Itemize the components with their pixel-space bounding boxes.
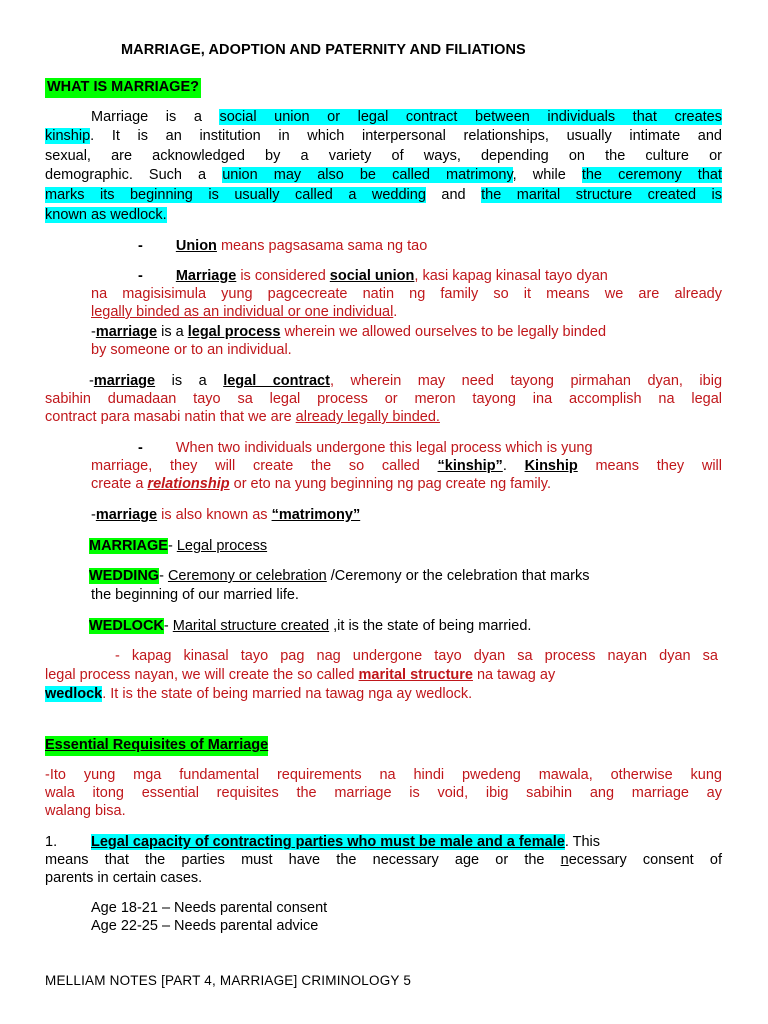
line-2: wala itong essential requisites the marriage is void, ibig sabihin ang marriage ay [45,785,722,801]
line-2: the beginning of our married life. [91,587,299,603]
intro-line-5 [45,186,722,206]
text: , kasi kapag kinasal tayo dyan [414,268,608,284]
text: When two individuals undergone this legal process which is yung [175,440,593,456]
item-number: 1. [45,834,58,850]
text: ecessary consent of [568,852,722,868]
text: is considered [236,268,330,284]
text: is also known as [157,507,272,523]
definition: Ceremony or celebration [167,568,327,584]
line-1 [89,372,722,392]
text: - [159,568,168,584]
line-3 [91,303,397,323]
line-1 [138,267,722,287]
age-advice: Age 22-25 – Needs parental advice [91,918,319,934]
term: marriage [95,324,158,340]
line-3 [91,475,551,495]
line-1 [89,567,589,587]
line-2 [45,666,555,686]
text: is a [157,324,188,340]
highlight: the marital structure created is [481,187,723,203]
highlight: marks its beginning is usually called a wedding [45,187,426,203]
highlight: the ceremony that [581,167,722,183]
dash: - [138,268,143,284]
term: marital structure [358,667,473,683]
text: create a [91,476,148,492]
line-3 [45,408,440,428]
term: legal process [187,324,281,340]
bullet-matrimony [91,506,360,526]
definition-marriage [89,537,267,557]
intro-line-3: sexual, are acknowledged by a variety of ways, depending on the culture or [45,148,722,164]
text: . [502,458,525,474]
page-footer: MELLIAM NOTES [PART 4, MARRIAGE] CRIMINOLOGY 5 [45,973,412,988]
text: /Ceremony or the celebration that marks [326,568,590,584]
text: . [393,304,398,320]
text: legal process nayan, we will create the so called [45,667,359,683]
term: “kinship” [437,458,503,474]
line-3 [45,685,472,705]
line-1 [91,833,722,853]
line-1 [91,323,606,343]
line-2: na magisisimula yung pagcecreate natin ng family so it means we are already [91,286,722,302]
line-2 [45,851,722,871]
heading-essential-requisites: Essential Requisites of Marriage [45,736,268,756]
bullet-union [138,237,427,257]
text: ,it is the state of being married. [329,618,532,634]
dash: - [138,238,143,254]
dash: - [89,373,94,389]
term: Union [175,238,217,254]
term: marriage [95,507,158,523]
term: MARRIAGE [89,538,168,554]
dash: - [91,507,96,523]
text: . It is an institution in which interpersonal relationships, usually intimate and [90,128,722,144]
text: means pagsasama sama ng tao [216,238,428,254]
line-2 [91,457,722,477]
page-title: MARRIAGE, ADOPTION AND PATERNITY AND FILIATIONS [121,42,526,58]
term: Marriage [175,268,237,284]
term: marriage [93,373,156,389]
line-2: by someone or to an individual. [91,342,292,358]
term: social union [329,268,415,284]
heading-what-is-marriage: WHAT IS MARRIAGE? [45,78,201,98]
text: is a [155,373,224,389]
text: , while [512,167,582,183]
text: Marriage is a [91,109,220,125]
text: marriage, they will create the so called [91,458,438,474]
term: WEDDING [89,568,160,584]
text: - [163,618,173,634]
text: means that the parties must have the necessary age or the [45,852,561,868]
text: and [425,187,482,203]
definition: Marital structure created [172,618,330,634]
intro-line-6 [45,206,167,226]
text: . This [564,834,601,850]
term: legal contract [223,373,330,389]
term: WEDLOCK [89,618,164,634]
highlight: social union or legal contract between individuals that creates [219,109,722,125]
text: - [167,538,177,554]
intro-line-4 [45,166,722,186]
definition-wedlock [89,617,531,637]
text: n [560,852,569,868]
line-1 [138,439,722,459]
dash: - [138,440,143,456]
term: wedlock [45,686,103,702]
term: “matrimony” [271,507,361,523]
age-consent: Age 18-21 – Needs parental consent [91,900,328,916]
highlight: known as wedlock. [45,207,167,223]
highlight: kinship [45,128,91,144]
term: relationship [147,476,230,492]
text: kapag kinasal tayo pag nag undergone tayo dyan sa process nayan dyan sa [131,648,718,664]
text: contract para masabi natin that we are [45,409,296,425]
highlight: union may also be called matrimony [222,167,513,183]
term: Kinship [524,458,578,474]
line-3: parents in certain cases. [45,870,203,886]
line-1 [115,647,718,667]
line-2: sabihin dumadaan tayo sa legal process or meron tayong ina accomplish na legal [45,391,722,407]
line-1: -Ito yung mga fundamental requirements na hindi pwedeng mawala, otherwise kung [45,767,722,783]
dash: - [115,648,132,664]
highlight: Legal capacity of contracting parties who must be male and a female [91,834,565,850]
text: , wherein may need tayong pirmahan dyan, ibig [329,373,723,389]
dash: - [91,324,96,340]
underlined: legally binded as an individual or one individual [91,304,394,320]
underlined: already legally binded. [295,409,440,425]
intro-line-1 [91,108,722,128]
text: or eto na yung beginning ng pag create ng family. [229,476,551,492]
text: means they will [577,458,722,474]
intro-line-2 [45,127,722,147]
text: demographic. Such a [45,167,223,183]
line-3: walang bisa. [45,803,126,819]
text: wherein we allowed ourselves to be legally binded [280,324,607,340]
definition: Legal process [176,538,268,554]
text: na tawag ay [472,667,556,683]
text: . It is the state of being married na tawag nga ay wedlock. [102,686,473,702]
